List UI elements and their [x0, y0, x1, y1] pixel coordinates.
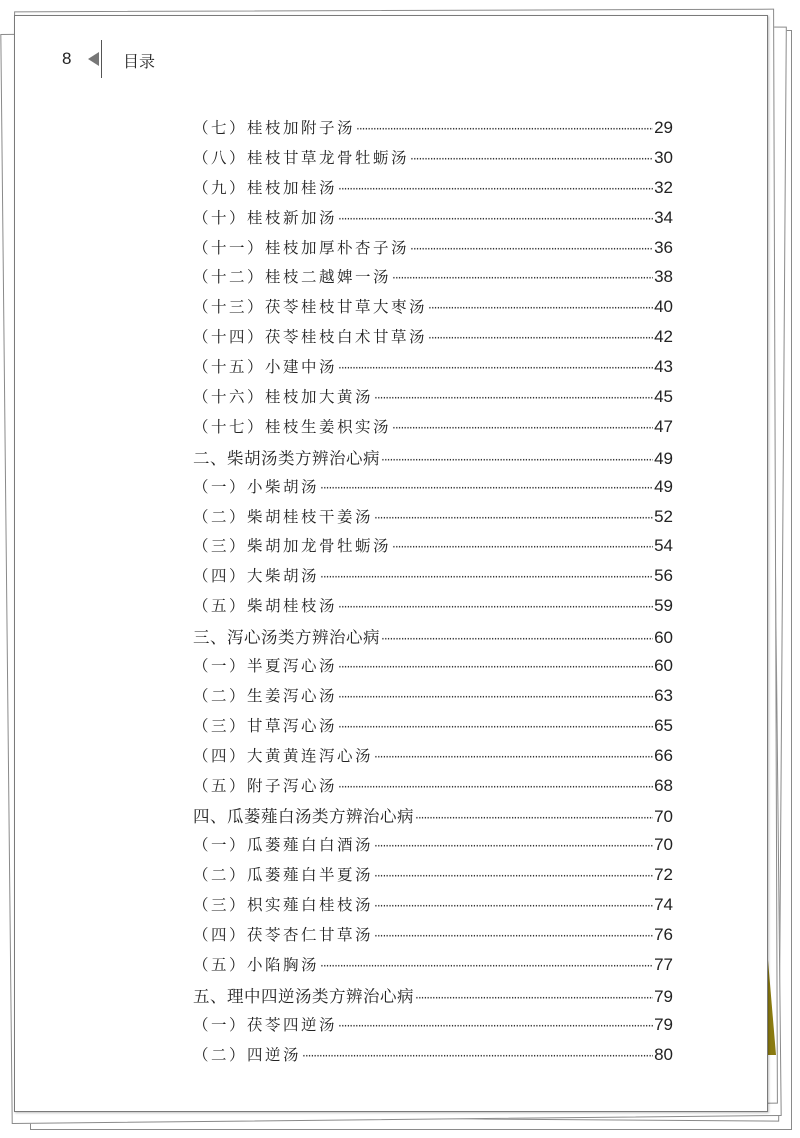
- toc-entry[interactable]: [193, 295, 673, 325]
- triangle-marker-icon: [88, 52, 99, 66]
- dot-leader: [338, 182, 653, 196]
- toc-entry[interactable]: [193, 176, 673, 206]
- toc-entry[interactable]: [193, 475, 673, 505]
- toc-entry-page: 68: [654, 775, 673, 795]
- toc-entry[interactable]: [193, 774, 673, 804]
- toc-entry-title: （二）四逆汤: [193, 1045, 302, 1064]
- toc-entry[interactable]: [193, 265, 673, 295]
- toc-entry[interactable]: [193, 1043, 673, 1073]
- toc-entry-page: 32: [654, 177, 673, 197]
- toc-entry-title: 三、泻心汤类方辨治心病: [193, 628, 380, 648]
- dot-leader: [338, 1019, 653, 1033]
- toc-entry-page: 40: [654, 297, 673, 317]
- toc-entry-title: （十二）桂枝二越婢一汤: [193, 268, 392, 287]
- toc-entry-title: （三）甘草泻心汤: [193, 716, 338, 735]
- toc-entry[interactable]: [193, 415, 673, 445]
- toc-entry-page: 70: [654, 807, 673, 827]
- toc-entry-page: 49: [654, 476, 673, 496]
- toc-entry[interactable]: [193, 146, 673, 176]
- toc-entry-page: 80: [654, 1044, 673, 1064]
- toc-entry-page: 56: [654, 566, 673, 586]
- dot-leader: [338, 212, 653, 226]
- toc-entry[interactable]: [193, 684, 673, 714]
- toc-entry-page: 59: [654, 596, 673, 616]
- dot-leader: [320, 959, 653, 973]
- toc-entry-title: （五）附子泻心汤: [193, 776, 338, 795]
- toc-entry-page: 38: [654, 267, 673, 287]
- dot-leader: [374, 929, 653, 943]
- toc-entry-page: 43: [654, 357, 673, 377]
- toc-entry-title: （一）小柴胡汤: [193, 477, 320, 496]
- toc-entry-page: 49: [654, 448, 673, 468]
- toc-entry-title: 四、瓜蒌薤白汤类方辨治心病: [193, 807, 414, 827]
- toc-entry-title: （四）大柴胡汤: [193, 567, 320, 586]
- toc-entry-page: 79: [654, 986, 673, 1006]
- toc-entry[interactable]: [193, 325, 673, 355]
- dot-leader: [338, 780, 653, 794]
- toc-entry-page: 45: [654, 387, 673, 407]
- dot-leader: [338, 660, 653, 674]
- toc-entry[interactable]: [193, 355, 673, 385]
- toc-entry-page: 34: [654, 207, 673, 227]
- toc-entry[interactable]: [193, 863, 673, 893]
- toc-entry[interactable]: [193, 1013, 673, 1043]
- toc-entry[interactable]: [193, 983, 673, 1013]
- toc-entry-title: （十七）桂枝生姜枳实汤: [193, 417, 392, 436]
- toc-entry-title: 五、理中四逆汤类方辨治心病: [193, 986, 414, 1006]
- toc-entry-title: （十六）桂枝加大黄汤: [193, 388, 374, 407]
- dot-leader: [392, 421, 653, 435]
- toc-entry-page: 60: [654, 656, 673, 676]
- dot-leader: [428, 301, 653, 315]
- dot-leader: [338, 720, 653, 734]
- running-header-title: 目录: [123, 52, 156, 71]
- toc-entry-page: 30: [654, 147, 673, 167]
- toc-entry-title: （二）生姜泻心汤: [193, 686, 338, 705]
- toc-entry-title: （二）瓜蒌薤白半夏汤: [193, 866, 374, 885]
- toc-entry[interactable]: [193, 714, 673, 744]
- toc-entry-title: （十五）小建中汤: [193, 358, 338, 377]
- toc-entry[interactable]: [193, 624, 673, 654]
- dot-leader: [374, 511, 653, 525]
- toc-entry-page: 52: [654, 506, 673, 526]
- dot-leader: [415, 811, 653, 825]
- toc-entry[interactable]: [193, 594, 673, 624]
- toc-entry-title: （二）柴胡桂枝干姜汤: [193, 507, 374, 526]
- toc-entry[interactable]: [193, 953, 673, 983]
- dot-leader: [374, 839, 653, 853]
- toc-entry-title: （十四）茯苓桂枝白术甘草汤: [193, 328, 428, 347]
- toc-entry-page: 29: [654, 118, 673, 137]
- toc-entry-title: （十三）茯苓桂枝甘草大枣汤: [193, 298, 428, 317]
- header-divider: [101, 40, 102, 78]
- toc-entry-page: 79: [654, 1014, 673, 1034]
- page-number: 8: [62, 49, 72, 68]
- dot-leader: [338, 361, 653, 375]
- toc-entry[interactable]: [193, 206, 673, 236]
- toc-entry-page: 63: [654, 685, 673, 705]
- toc-entry-page: 47: [654, 416, 673, 436]
- toc-entry-title: （四）大黄黄连泻心汤: [193, 746, 374, 765]
- toc-entry-title: （十一）桂枝加厚朴杏子汤: [193, 238, 410, 257]
- toc-entry[interactable]: [193, 803, 673, 833]
- dot-leader: [338, 600, 653, 614]
- dot-leader: [374, 391, 653, 405]
- dot-leader: [338, 690, 653, 704]
- toc-entry-page: 76: [654, 925, 673, 945]
- toc-entry-title: （四）茯苓杏仁甘草汤: [193, 926, 374, 945]
- dot-leader: [392, 540, 653, 554]
- dot-leader: [374, 869, 653, 883]
- toc-entry[interactable]: [193, 116, 673, 146]
- toc-entry-page: 36: [654, 237, 673, 257]
- toc-entry[interactable]: [193, 385, 673, 415]
- toc-entry-page: 77: [654, 954, 673, 974]
- toc-entry-page: 70: [654, 835, 673, 855]
- toc-entry-page: 54: [654, 536, 673, 556]
- dot-leader: [410, 152, 653, 166]
- toc-entry-title: （七）桂枝加附子汤: [193, 119, 356, 137]
- dot-leader: [356, 122, 653, 136]
- toc-entry[interactable]: [193, 445, 673, 475]
- toc-entry-title: （一）茯苓四逆汤: [193, 1015, 338, 1034]
- toc-entry[interactable]: [193, 654, 673, 684]
- dot-leader: [374, 899, 653, 913]
- toc-entry-title: （三）柴胡加龙骨牡蛎汤: [193, 537, 392, 556]
- toc-entry[interactable]: [193, 236, 673, 266]
- dot-leader: [320, 481, 653, 495]
- toc-entry-title: （一）半夏泻心汤: [193, 657, 338, 676]
- dot-leader: [302, 1049, 653, 1063]
- toc-entry-page: 74: [654, 895, 673, 915]
- toc-entry-title: （一）瓜蒌薤白白酒汤: [193, 836, 374, 855]
- toc-entry-page: 72: [654, 865, 673, 885]
- toc-entry[interactable]: [193, 564, 673, 594]
- toc-entry-page: 42: [654, 327, 673, 347]
- dot-leader: [415, 991, 653, 1005]
- toc-entry[interactable]: [193, 534, 673, 564]
- dot-leader: [392, 271, 653, 285]
- toc-entry-page: 60: [654, 628, 673, 648]
- toc-entry-title: （五）小陷胸汤: [193, 955, 320, 974]
- toc-entry-title: （三）枳实薤白桂枝汤: [193, 896, 374, 915]
- dot-leader: [381, 453, 653, 467]
- toc-entry[interactable]: [193, 833, 673, 863]
- toc-entry-title: （九）桂枝加桂汤: [193, 178, 338, 197]
- toc-entry-title: 二、柴胡汤类方辨治心病: [193, 448, 380, 468]
- dot-leader: [428, 331, 653, 345]
- dot-leader: [410, 242, 653, 256]
- toc-entry[interactable]: [193, 744, 673, 774]
- toc-entry-page: 66: [654, 745, 673, 765]
- toc-entry-title: （五）柴胡桂枝汤: [193, 597, 338, 616]
- toc-entry[interactable]: [193, 923, 673, 953]
- toc-entry[interactable]: [193, 893, 673, 923]
- dot-leader: [320, 570, 653, 584]
- toc-entry-title: （十）桂枝新加汤: [193, 208, 338, 227]
- toc-entry[interactable]: [193, 505, 673, 535]
- table-of-contents: [193, 116, 673, 1073]
- toc-entry-title: （八）桂枝甘草龙骨牡蛎汤: [193, 148, 410, 167]
- toc-entry-page: 65: [654, 715, 673, 735]
- dot-leader: [374, 750, 653, 764]
- dot-leader: [381, 632, 653, 646]
